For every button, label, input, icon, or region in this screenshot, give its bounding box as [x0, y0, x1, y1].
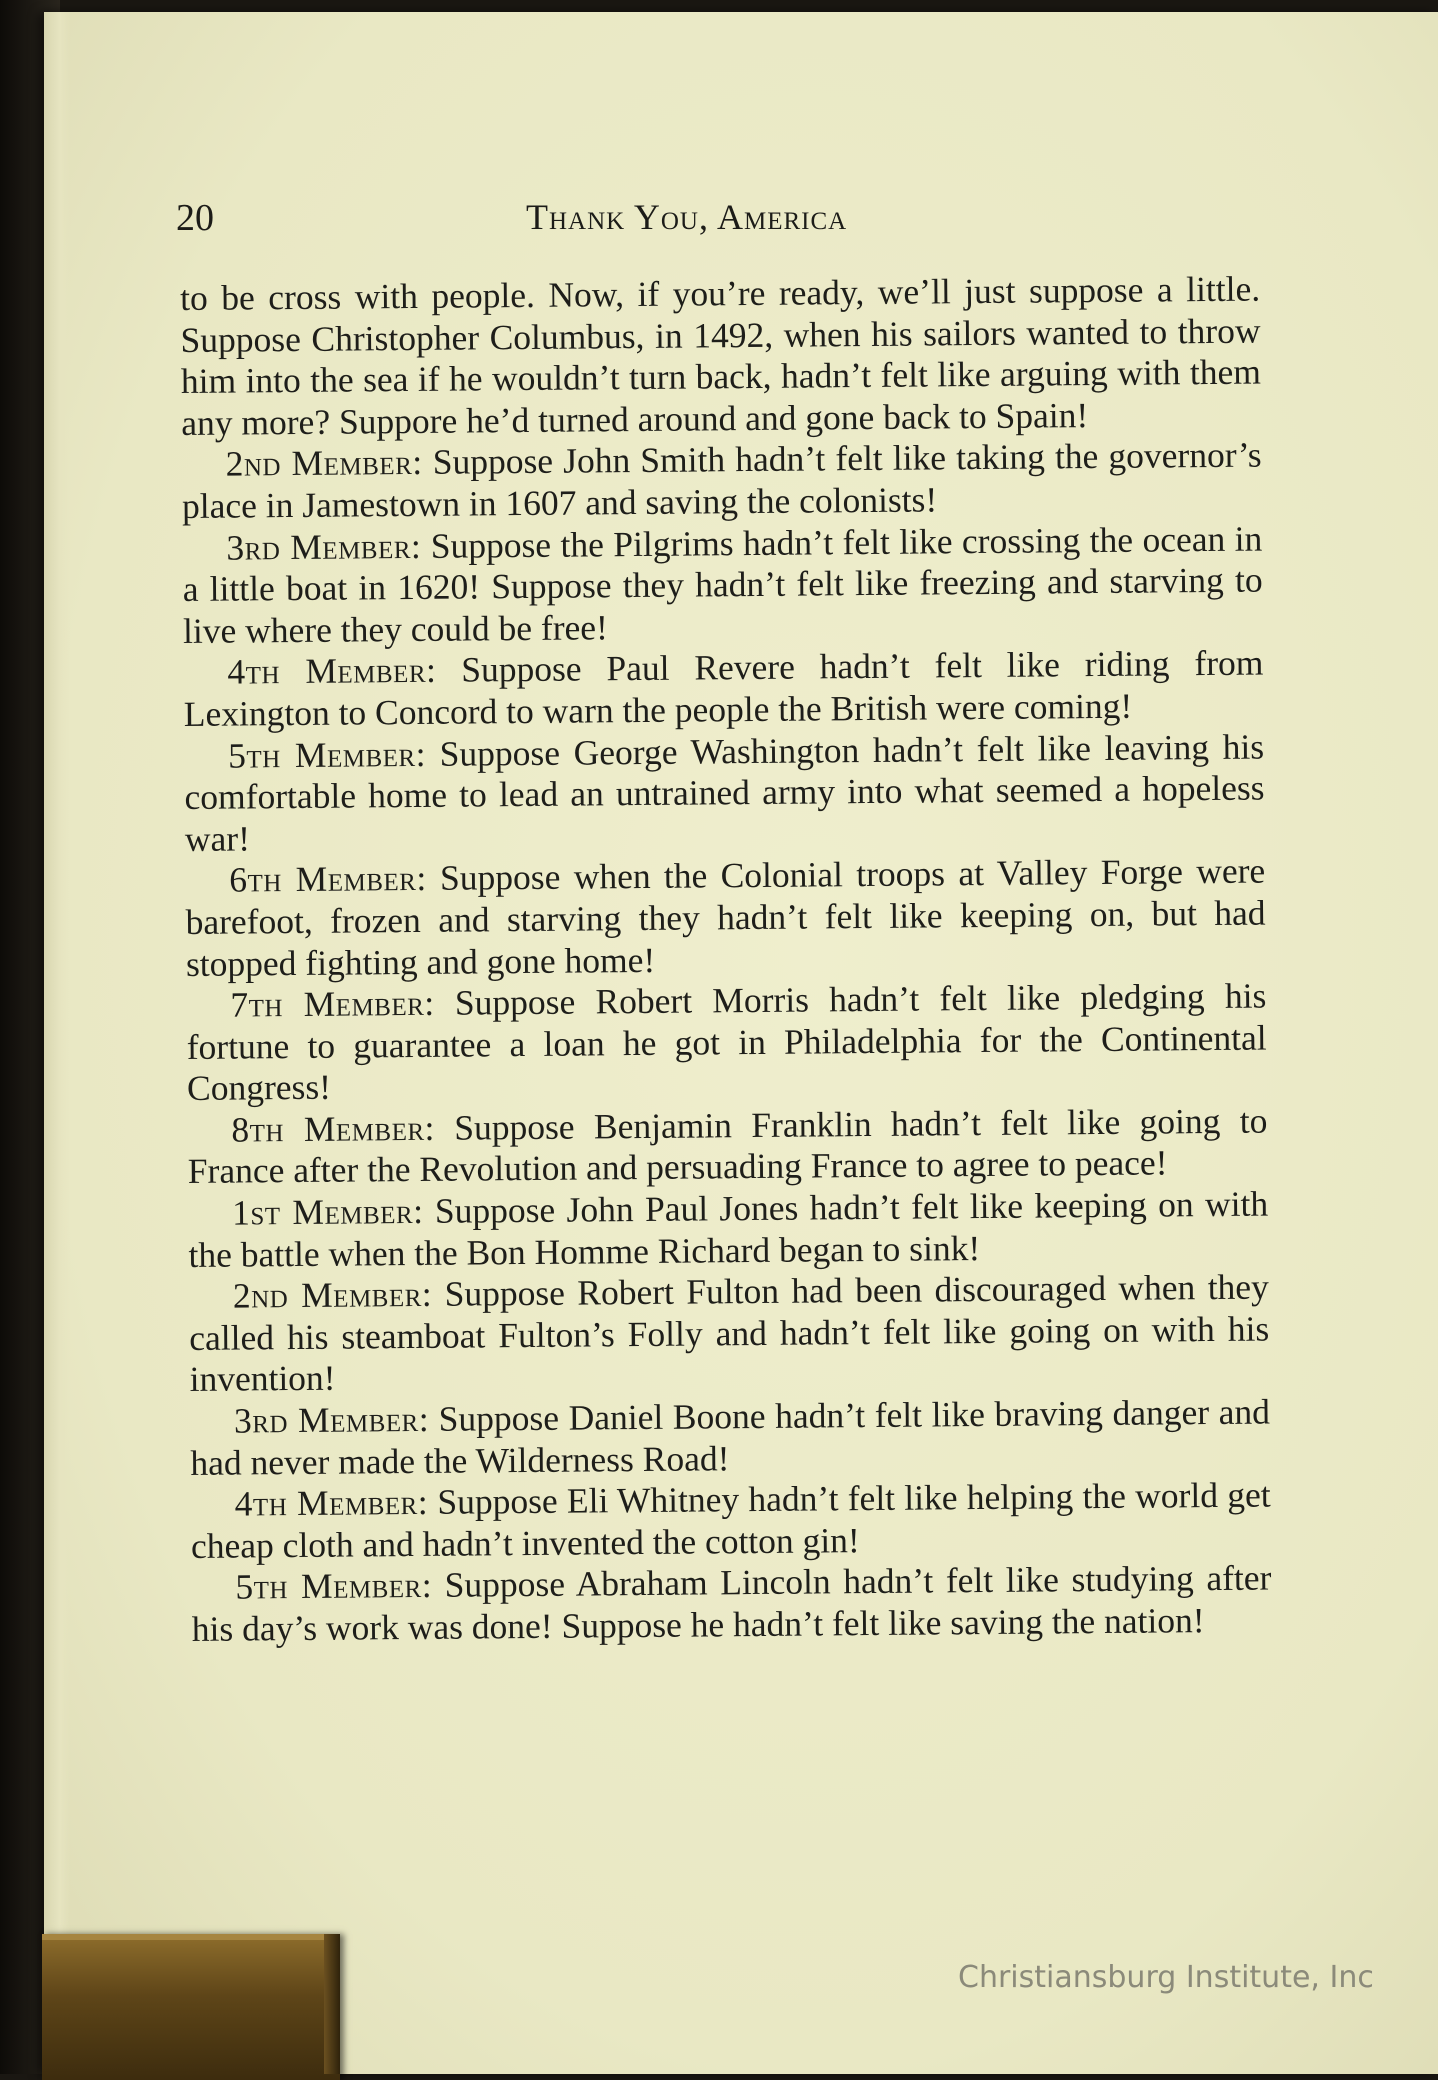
speaker-label: 6th Member:	[229, 858, 427, 900]
speech-paragraph	[191, 1558, 1272, 1651]
speech-text: Suppose George Washington hadn’t felt like leaving his comfortable home to lead an untrained army into what seemed a hopeless war!	[184, 726, 1265, 859]
speaker-label: 2nd Member:	[232, 1274, 433, 1316]
speech-text: Suppose John Paul Jones hadn’t felt like keeping on with the battle when the Bon Homme Richard began to sink!	[188, 1183, 1269, 1275]
speech-text: Suppose Robert Morris hadn’t felt like pledging his fortune to guarantee a loan he got in Philadelphia for the Continental Congress!	[186, 975, 1267, 1109]
speaker-label: 3rd Member:	[233, 1398, 430, 1441]
speech-paragraph	[183, 643, 1264, 736]
speech-text: Suppose Eli Whitney hadn’t felt like helping the world get cheap cloth and hadn’t invented the cotton gin!	[190, 1474, 1271, 1566]
book-stand-side	[324, 1934, 340, 2074]
watermark: Christiansburg Institute, Inc	[958, 1960, 1374, 1995]
speech-text: Suppose John Smith hadn’t felt like taking the governor’s place in Jamestown in 1607 and saving the colonists!	[181, 434, 1262, 526]
speech-text: Suppose the Pilgrims hadn’t felt like crossing the ocean in a little boat in 1620! Suppose they hadn’t felt like freezing and starving to live where they could be free!	[182, 518, 1263, 651]
book-stand-block	[42, 1934, 340, 2080]
speech-paragraph	[190, 1392, 1271, 1485]
speech-paragraph	[188, 1184, 1269, 1277]
speaker-label: 1st Member:	[231, 1190, 424, 1233]
speaker-label: 2nd Member:	[225, 442, 423, 484]
speech-text: Suppose Robert Fulton had been discouraged when they called his steamboat Fulton’s Folly and hadn’t felt like going on with his invention!	[189, 1266, 1270, 1400]
speech-text: Suppose when the Colonial troops at Valley Forge were barefoot, frozen and starving they hadn’t felt like keeping on, but had stopped fighting and gone home!	[185, 850, 1266, 984]
speech-paragraph	[189, 1267, 1270, 1401]
speech-paragraph	[182, 518, 1263, 652]
speech-paragraph	[185, 851, 1266, 985]
speech-text: Suppose Daniel Boone hadn’t felt like braving danger and had never made the Wilderness Road!	[190, 1391, 1271, 1483]
speech-text: Suppose Abraham Lincoln hadn’t felt like studying after his day’s work was done! Suppose he hadn’t felt like saving the nation!	[191, 1557, 1272, 1649]
speaker-label: 4th Member:	[227, 650, 437, 692]
speaker-label: 5th Member:	[235, 1565, 433, 1607]
paragraph-text: to be cross with people. Now, if you’re ready, we’ll just suppose a little. Suppose Christopher Columbus, in 1492, when his sailors wanted to throw him into the sea if he wouldn’t turn back, hadn’t felt like arguing with them any more? Suppore he’d turned around and gone back to Spain!	[180, 268, 1262, 443]
speech-text: Suppose Paul Revere hadn’t felt like riding from Lexington to Concord to warn the people the British were coming!	[183, 642, 1264, 734]
speaker-label: 5th Member:	[227, 733, 427, 776]
page-number: 20	[176, 197, 214, 239]
page-gutter-edge	[44, 12, 70, 2074]
body-text	[180, 269, 1272, 1651]
paragraph-continuation	[180, 269, 1261, 445]
speech-paragraph	[186, 976, 1267, 1110]
speaker-label: 4th Member:	[234, 1482, 429, 1524]
speech-paragraph	[181, 435, 1262, 528]
page-header	[176, 196, 1256, 256]
speech-paragraph	[184, 726, 1265, 860]
running-title: Thank You, America	[526, 197, 848, 237]
speaker-label: 7th Member:	[230, 982, 435, 1025]
speaker-label: 8th Member:	[231, 1107, 436, 1150]
speech-paragraph	[191, 1475, 1272, 1568]
speech-text: Suppose Benjamin Franklin hadn’t felt like going to France after the Revolution and persuading France to agree to peace!	[187, 1100, 1268, 1192]
speech-paragraph	[187, 1100, 1268, 1193]
speaker-label: 3rd Member:	[226, 525, 422, 568]
